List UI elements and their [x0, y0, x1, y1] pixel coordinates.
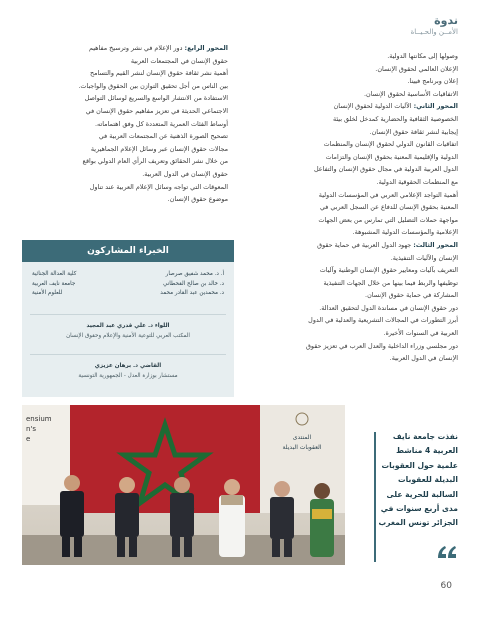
text-line: أهمية نشر ثقافة حقوق الإنسان لنشر القيم والتسامح [89, 69, 228, 78]
backdrop-text-left: n's [26, 425, 37, 433]
conference-photo [22, 405, 345, 565]
text-line: موضوع حقوق الإنسان. [167, 195, 228, 204]
text-line: دور مجلسي وزراء الداخلية والعدل العرب في تعزيز حقوق [305, 341, 458, 350]
expert-org-line: كلية العدالة الجنائية [32, 271, 77, 277]
pull-quote-line: العربية 4 مناشط [396, 446, 458, 456]
text-line: أوساط الفئات العمرية المتعددة كل وفق اهتماماته. [95, 119, 228, 128]
pull-quote-line: مدى أربع سنوات في [380, 504, 458, 514]
text-line: إيجابية لنشر ثقافة حقوق الإنسان. [369, 127, 458, 136]
axis-heading-label: المحور الرابع: [184, 44, 228, 52]
pull-quote [348, 430, 458, 531]
backdrop-text-right: المنتدى [292, 434, 312, 441]
experts-person-2 [28, 322, 228, 346]
page-number: 60 [440, 581, 452, 591]
left-text-column [28, 42, 228, 206]
pull-quote-line: البديلة للعقوبات [398, 475, 458, 485]
pull-quote-line: الجزائر تونس المغرب [378, 518, 458, 528]
experts-group-1-org [32, 270, 122, 299]
expert-name: د. محمدين عبد القادر محمد [160, 290, 224, 296]
text-line: الإنسان في الدول العربية. [389, 354, 458, 363]
text-line: من خلال نشر الحقائق وتعريف الرأي العام الدولي بواقع [82, 157, 228, 166]
text-line: دور حقوق الإنسان في مساندة الدول لتحقيق العدالة. [319, 303, 458, 312]
text-line: العربية في السنوات الأخيرة. [383, 329, 458, 338]
pull-quote-line: نفذت جامعة نايف [392, 432, 458, 441]
text-line: التعريف بآليات ومعايير حقوق الإنسان الوطنية وآليات [319, 266, 458, 275]
backdrop-text-left: e [26, 435, 31, 443]
text-line: الاتفاقيات الأساسية لحقوق الإنسان. [364, 89, 458, 98]
expert-name: القاضي د. برهان عزيزي [94, 363, 162, 369]
axis-heading-label: المحور الثاني: [413, 102, 458, 111]
axis-heading-text: الآليات الدولية لحقوق الإنسان [333, 102, 414, 111]
text-line: مواجهة حملات التضليل التي تمارس من بعض الجهات [318, 215, 458, 224]
axis-heading-label: المحور الثالث: [413, 240, 458, 249]
text-line: حقوق الإنسان في المجتمعات العربية [130, 56, 228, 65]
stage-floor [22, 535, 345, 565]
expert-name: د. خالد بن صالح القحطاني [163, 280, 224, 287]
expert-name: أ. د. محمد شفيق صرصار [165, 271, 224, 277]
quote-mark-icon [436, 545, 458, 559]
text-line: الإعلان العالمي لحقوق الإنسان. [375, 64, 458, 73]
expert-org-line: جامعة نايف العربية [32, 280, 76, 287]
experts-divider [30, 314, 226, 315]
axis-heading-line [258, 239, 458, 252]
backdrop-right-panel [260, 405, 345, 513]
text-line: المعوقات التي تواجه وسائل الإعلام العربية عند تناول [89, 182, 228, 191]
text-line: تصحيح الصورة الذهنية عن المجتمعات العربية في [98, 132, 228, 141]
section-title: ندوة [434, 14, 458, 27]
axis-heading-line [28, 42, 228, 55]
text-line: مجالات حقوق الإنسان عبر وسائل الإعلام الجماهيرية [90, 144, 228, 153]
text-line: الخصوصية الثقافية والحضارية كمدخل لخلق بيئة [332, 114, 458, 123]
pull-quote-line: علمية حول العقوبات [381, 460, 458, 470]
axis-heading-text: جهود الدول العربية في حماية حقوق [317, 240, 414, 249]
text-line: مع المنظمات الحقوقية الدولية. [376, 177, 458, 186]
text-line: إعلان وبرنامج فيينا. [407, 77, 458, 86]
expert-name: اللواء د. علي قدري عبد المجيد [86, 323, 170, 329]
experts-divider [30, 354, 226, 355]
text-line: الدول العربية الدولية في مجال حقوق الإنسان والتفاعل [313, 165, 458, 174]
axis-heading-line [258, 100, 458, 113]
section-subtitle: الأمــن والحـيــاة [410, 28, 458, 36]
expert-org: مستشار بوزارة العدل - الجمهورية التونسية [78, 372, 178, 379]
axis-heading-text: دور الإعلام في نشر وترسيخ مفاهيم [88, 44, 185, 52]
text-line: المشاركة في حماية حقوق الإنسان. [365, 291, 458, 300]
right-text-column [258, 50, 458, 365]
experts-group-1 [28, 270, 228, 302]
experts-banner-title: الخبراء المشاركون [22, 240, 234, 262]
experts-box [22, 240, 234, 397]
experts-group-1-names [124, 270, 224, 299]
text-line: حقوق الإنسان في الدول العربية. [142, 169, 228, 178]
text-line: وصولها إلى مكانتها الدولية. [387, 52, 458, 60]
text-line: الإعلامية والمؤسسات الدولية المشبوهة. [352, 228, 458, 237]
experts-person-3 [28, 362, 228, 386]
backdrop-text-right: العقوبات البديلة [282, 444, 322, 451]
text-line: اتفاقيات القانون الدولي لحقوق الإنسان والمنظمات [323, 140, 458, 149]
text-line: أبرز التطورات في المجالات التشريعية والعدلية في الدول [308, 316, 458, 325]
backdrop-text-left: ensium [26, 415, 52, 423]
pull-quote-line: السالبة للحرية على [386, 489, 458, 499]
expert-org: المكتب العربي للتوعية الأمنية والإعلام وحقوق الإنسان [66, 332, 190, 339]
section-header [411, 14, 458, 36]
text-line: الإنسان والآليات التنفيذية. [390, 253, 458, 262]
text-line: الدولية والإقليمية المعنية بحقوق الإنسان والتزامات [325, 152, 458, 161]
text-line: بين الناس من أجل تحقيق التوازن بين الحقوق والواجبات. [78, 81, 228, 90]
expert-org-line: للعلوم الأمنية [32, 290, 63, 296]
text-line: المعنية بحقوق الإنسان للدفاع عن السجل العربي في [319, 203, 458, 212]
text-line: الاجتماعي الحديثة في تعزيز مفاهيم حقوق الإنسان في [85, 106, 228, 115]
conference-photo-illustration [22, 405, 345, 565]
text-line: توظيفها والربط فيما بينها من خلال الجهات التنفيذية [323, 278, 458, 287]
text-line: أهمية التواجد الإعلامي العربي في المؤسسات الدولية [318, 190, 458, 199]
text-line: الاستفادة من الانتشار الواسع والسريع لوسائل التواصل [84, 94, 228, 103]
